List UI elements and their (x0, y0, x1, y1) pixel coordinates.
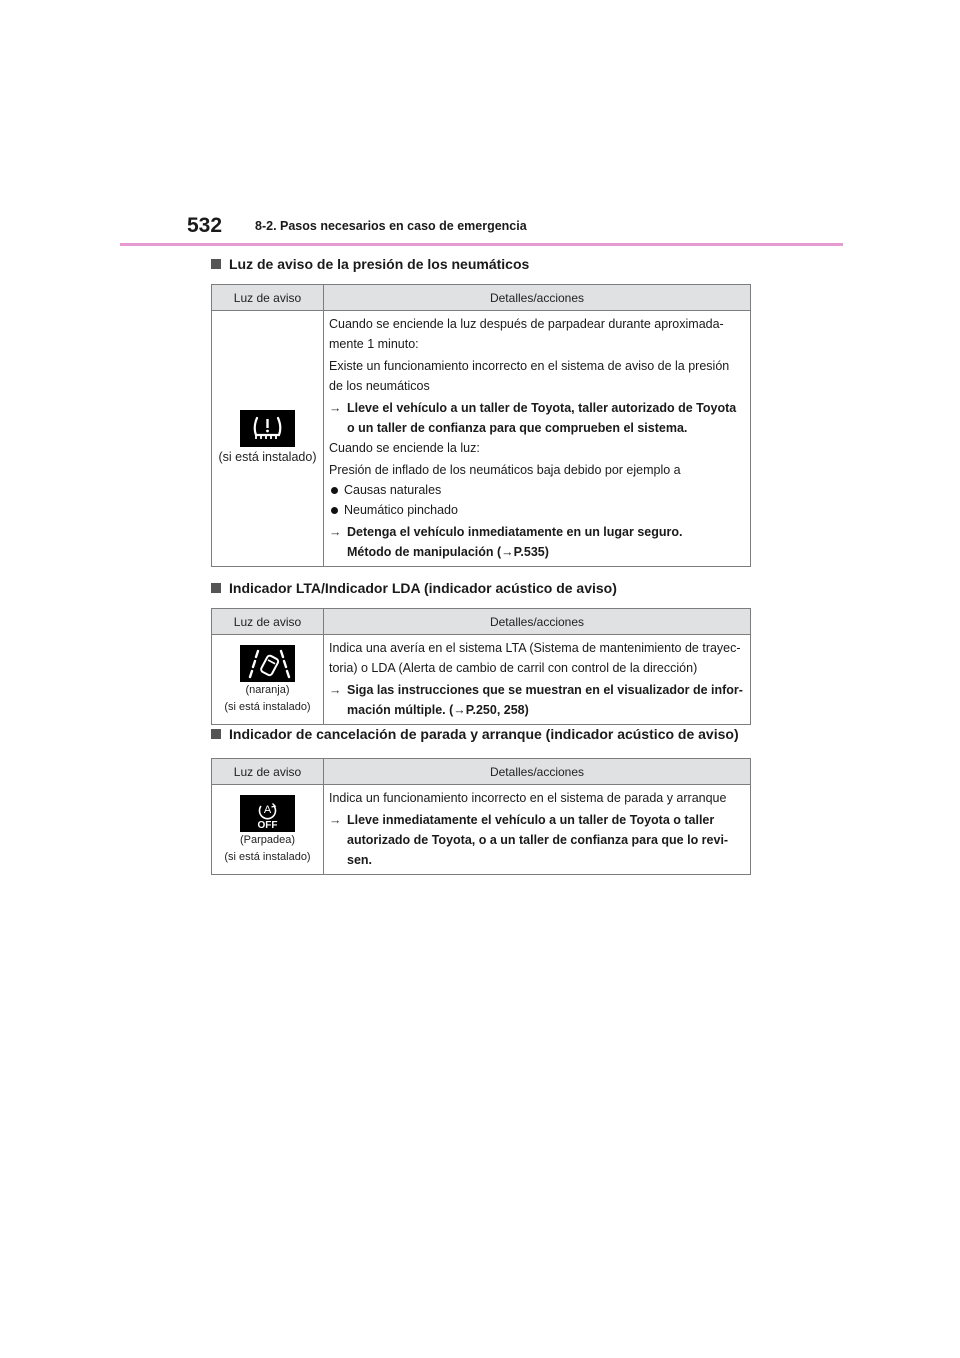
light-cell (212, 635, 324, 725)
bullet-icon (331, 507, 338, 514)
column-header-details: Detalles/acciones (324, 609, 751, 635)
detail-paragraph: Existe un funcionamiento incorrecto en el sistema de aviso de la presión de los neumáticos (329, 359, 730, 393)
warning-table (211, 608, 751, 725)
action-text: Lleve inmediatamente el vehículo a un taller de Toyota o taller autorizado de Toyota, o a un taller de confianza para que lo revi-sen. (347, 813, 729, 867)
light-caption: (Parpadea) (239, 834, 296, 846)
arrow-icon: → (329, 525, 342, 539)
column-header-details: Detalles/acciones (324, 285, 751, 311)
bullet-icon (331, 487, 338, 494)
list-item-text: Neumático pinchado (344, 503, 458, 517)
light-cell (212, 785, 324, 875)
details-cell (324, 785, 751, 875)
table-row (212, 785, 751, 875)
light-caption: (si está instalado) (224, 851, 311, 863)
table-row (212, 311, 751, 567)
column-header-light: Luz de aviso (212, 609, 324, 635)
section-tire-pressure (211, 254, 751, 567)
detail-paragraph: Cuando se enciende la luz: (329, 441, 480, 455)
header-divider (120, 243, 843, 246)
square-bullet-icon (211, 583, 221, 593)
light-caption: (si está instalado) (224, 701, 311, 713)
icon-letter: A (263, 804, 272, 816)
light-caption: (si está instalado) (218, 450, 317, 464)
light-caption: (naranja) (245, 684, 290, 696)
stop-start-off-icon (240, 795, 295, 832)
warning-table (211, 758, 751, 875)
table-row (212, 635, 751, 725)
warning-table (211, 284, 751, 567)
action-item (329, 680, 745, 720)
action-text: Lleve el vehículo a un taller de Toyota, taller autorizado de Toyota o un taller de confianza para que comprueben el sistema. (347, 401, 737, 435)
action-line: Detenga el vehículo inmediatamente en un lugar seguro. (347, 525, 683, 539)
list-item (329, 480, 745, 500)
page-number: 532 (187, 214, 223, 237)
light-cell (212, 311, 324, 567)
chapter-title: 8-2. Pasos necesarios en caso de emergencia (255, 219, 527, 233)
details-cell (324, 311, 751, 567)
lane-departure-icon (240, 645, 295, 682)
action-line: Método de manipulación (→P.535) (347, 545, 549, 559)
arrow-icon: → (329, 683, 342, 697)
section-heading-text: Luz de aviso de la presión de los neumáticos (229, 256, 530, 272)
square-bullet-icon (211, 259, 221, 269)
detail-paragraph: Cuando se enciende la luz después de parpadear durante aproximada-mente 1 minuto: (329, 317, 724, 351)
table-header-row (212, 609, 751, 635)
list-item (329, 500, 745, 520)
action-item (329, 398, 745, 438)
square-bullet-icon (211, 729, 221, 739)
column-header-light: Luz de aviso (212, 759, 324, 785)
action-item (329, 522, 745, 562)
column-header-light: Luz de aviso (212, 285, 324, 311)
table-header-row (212, 285, 751, 311)
action-text (347, 522, 683, 562)
tire-pressure-warning-icon (240, 410, 295, 447)
section-lta-lda (211, 578, 751, 725)
detail-paragraph: Indica una avería en el sistema LTA (Sistema de mantenimiento de trayec-toria) o LDA (Alerta de cambio de carril con control de la dirección) (329, 641, 741, 675)
column-header-details: Detalles/acciones (324, 759, 751, 785)
arrow-icon: → (329, 813, 342, 827)
section-heading (211, 578, 751, 598)
table-header-row (212, 759, 751, 785)
detail-paragraph: Presión de inflado de los neumáticos baja debido por ejemplo a (329, 463, 681, 477)
action-text: Siga las instrucciones que se muestran en el visualizador de infor-mación múltiple. (→P.250, 258) (347, 683, 743, 717)
detail-paragraph: Indica un funcionamiento incorrecto en el sistema de parada y arranque (329, 791, 727, 805)
section-stop-start (211, 724, 751, 875)
action-item (329, 810, 745, 870)
icon-off-label: OFF (257, 820, 278, 831)
section-heading (211, 724, 751, 744)
details-cell (324, 635, 751, 725)
list-item-text: Causas naturales (344, 483, 442, 497)
section-heading-text: Indicador de cancelación de parada y arranque (indicador acústico de aviso) (229, 726, 739, 742)
section-heading (211, 254, 751, 274)
section-heading-text: Indicador LTA/Indicador LDA (indicador acústico de aviso) (229, 580, 617, 596)
arrow-icon: → (329, 401, 342, 415)
